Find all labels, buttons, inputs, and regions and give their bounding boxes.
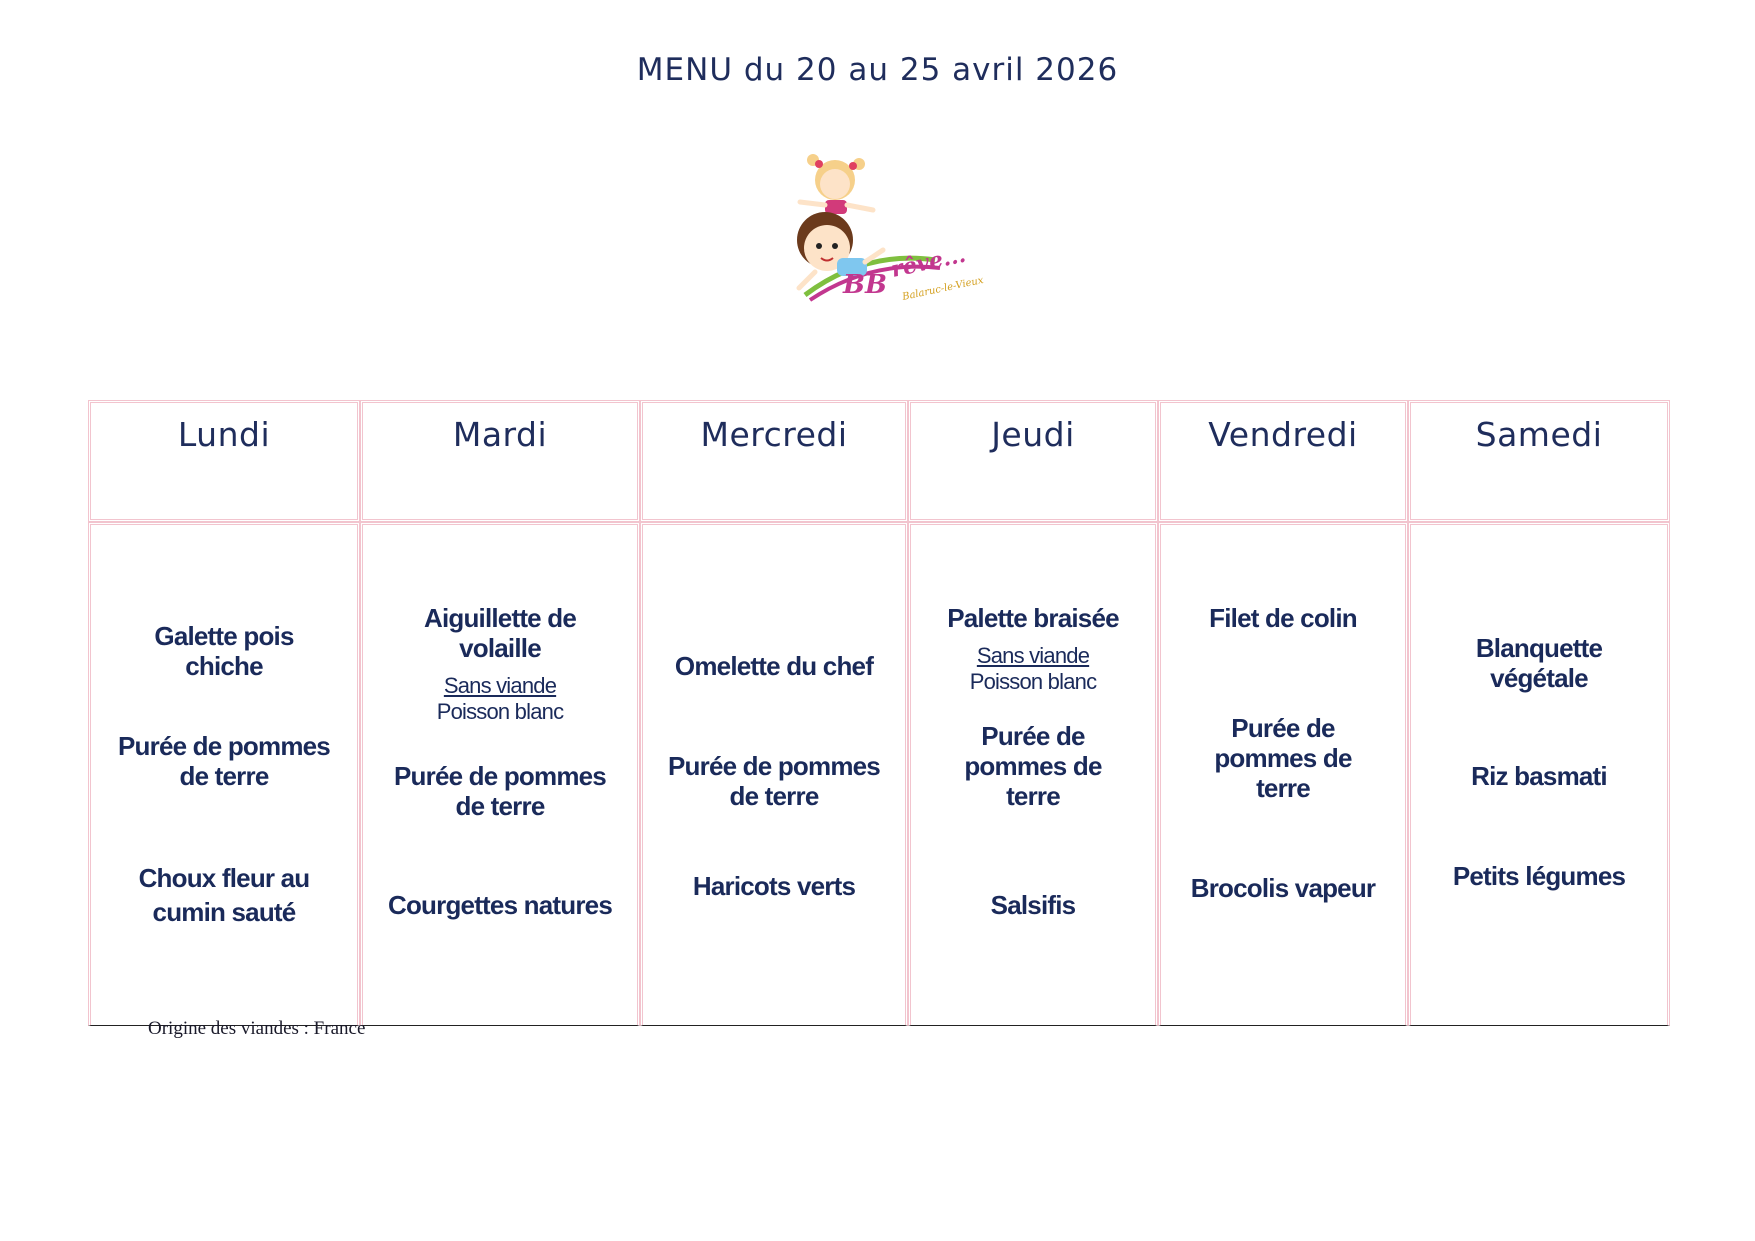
vegetable-dish: Brocolis vapeur xyxy=(1190,873,1376,903)
vegetable-dish: Courgettes natures xyxy=(388,890,612,920)
day-header-mardi: Mardi xyxy=(360,400,640,522)
day-cell-mercredi xyxy=(640,522,908,1026)
logo-brand-subtext: rêve... xyxy=(888,241,968,283)
main-dish: Filet de colin xyxy=(1209,603,1357,633)
logo-location-text: Balaruc-le-Vieux xyxy=(901,274,985,303)
day-cell-vendredi xyxy=(1158,522,1408,1026)
day-header-mercredi: Mercredi xyxy=(640,400,908,522)
day-header-lundi: Lundi xyxy=(88,400,360,522)
day-header-jeudi: Jeudi xyxy=(908,400,1158,522)
day-cell-jeudi xyxy=(908,522,1158,1026)
no-meat-label: Sans viande xyxy=(443,673,557,698)
day-cell-mardi xyxy=(360,522,640,1026)
day-header-samedi: Samedi xyxy=(1408,400,1670,522)
alternative-dish: Poisson blanc xyxy=(969,669,1097,694)
day-cell-lundi xyxy=(88,522,360,1026)
main-dish: Galette pois chiche xyxy=(154,621,294,681)
dishes-row xyxy=(88,522,1670,1026)
starch-dish: Purée de pommes de terre xyxy=(394,761,606,821)
starch-dish: Purée de pommes de terre xyxy=(964,721,1102,811)
starch-dish: Purée de pommes de terre xyxy=(118,731,330,791)
starch-dish: Purée de pommes de terre xyxy=(1214,713,1352,803)
bb-reve-logo xyxy=(775,150,995,320)
weekly-menu-table xyxy=(88,400,1670,1026)
main-dish: Palette braisée xyxy=(947,603,1119,633)
vegetable-dish: Salsifis xyxy=(990,890,1076,920)
alternative-dish: Poisson blanc xyxy=(436,699,564,724)
no-meat-label: Sans viande xyxy=(976,643,1090,668)
vegetable-dish: Choux fleur au cumin sauté xyxy=(138,863,310,927)
meat-origin-note: Origine des viandes : France xyxy=(148,1018,366,1039)
starch-dish: Purée de pommes de terre xyxy=(668,751,880,811)
day-header-vendredi: Vendredi xyxy=(1158,400,1408,522)
starch-dish: Riz basmati xyxy=(1471,761,1607,791)
day-header-row xyxy=(88,400,1670,522)
main-dish: Blanquette végétale xyxy=(1475,633,1603,693)
logo-brand-text: BB xyxy=(843,270,887,300)
day-cell-samedi xyxy=(1408,522,1670,1026)
page-title: MENU du 20 au 25 avril 2026 xyxy=(636,52,1119,88)
main-dish: Omelette du chef xyxy=(674,651,874,681)
vegetable-dish: Haricots verts xyxy=(692,871,856,901)
vegetable-dish: Petits légumes xyxy=(1452,861,1626,891)
logo-illustration xyxy=(775,150,995,320)
main-dish: Aiguillette de volaille xyxy=(423,603,577,663)
